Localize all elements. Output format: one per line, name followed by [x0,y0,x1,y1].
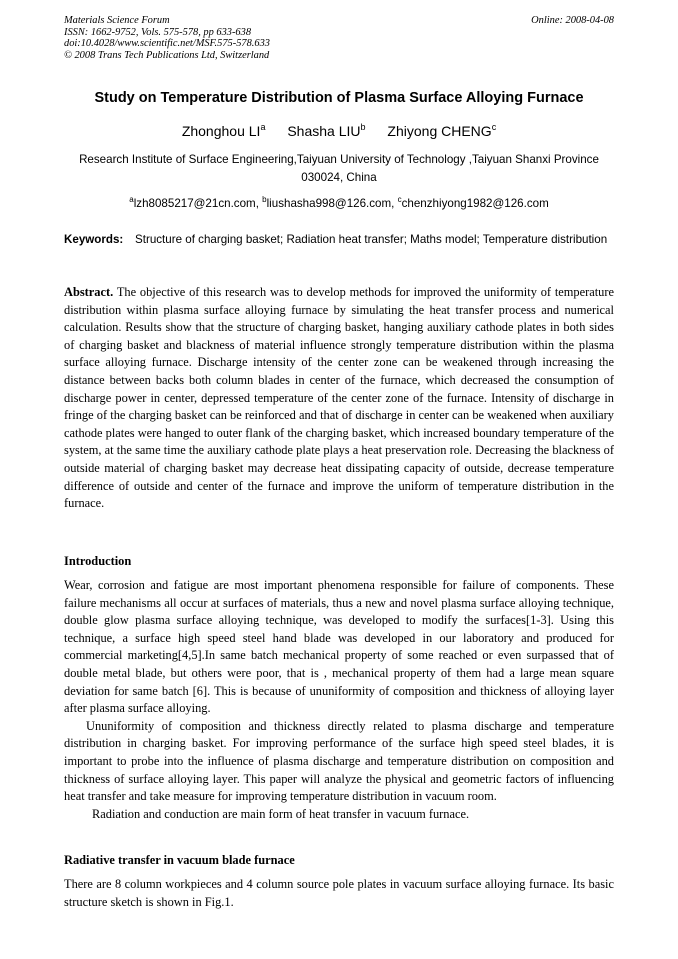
paragraph: Wear, corrosion and fatigue are most important phenomena responsible for failure of components. These failure mechanisms all occur at surfaces of materials, thus a new and novel plasma surface alloying technique, double glow plasma surface alloying technique, was developed to modify the surfaces[1-3]. Using this technique, a surface high speed steel hand blade was developed in our laboratory and produced for commercial marketing[4,5].In same batch mechanical property of some reached or even surpassed that of double metal blade, but others were poor, that is , mechanical property of them had a large mean square deviation for same batch [6]. This is because of ununiformity of composition and thickness of alloying layer after plasma surface alloying. [64,578,614,716]
paragraph: Ununiformity of composition and thickness directly related to plasma discharge and temperature distribution in charging basket. For improving performance of the surface high speed steel blades, it is important to probe into the influence of plasma discharge and temperature distribution on composition and thickness of surface alloying layer. This paper will analyze the physical and geometric factors of influencing heat transfer and take measure for improving temperature distribution in vacuum room. [64,718,614,804]
author-name: Shasha LIU [287,123,361,139]
doi-line: doi:10.4028/www.scientific.net/MSF.575-578.633 [64,38,270,50]
radiative-body [64,876,614,911]
email-list [40,195,638,210]
email-sup: a [129,195,134,204]
journal-header [64,15,484,61]
author-name: Zhiyong CHENG [387,123,492,139]
issn-line: ISSN: 1662-9752, Vols. 575-578, pp 633-638 [64,26,252,38]
online-date: Online: 2008-04-08 [531,15,614,26]
author-sup: b [360,122,366,132]
author-sup: a [260,122,266,132]
paragraph: Radiation and conduction are main form of heat transfer in vacuum furnace. [92,806,470,821]
introduction-body [64,577,614,823]
author [182,123,266,139]
radiative-heading: Radiative transfer in vacuum blade furnace [64,853,295,867]
author [387,123,496,139]
email-sup: b [262,195,267,204]
email-address[interactable]: liushasha998@126.com, [266,197,398,210]
email-address[interactable]: chenzhiyong1982@126.com [401,197,549,210]
paragraph: There are 8 column workpieces and 4 column source pole plates in vacuum surface alloying furnace. Its basic structure sketch is shown in Fig.1. [64,877,614,909]
keywords-block [64,231,614,248]
abstract-text: The objective of this research was to develop methods for improved the uniformity of temperature distribution within plasma surface alloying furnace by simulating the heat transfer process and numerical calculation. Results show that the structure of charging basket, hanging auxiliary cathode plates in both sides of charging basket and blackness of material influence strongly temperature distribution within the plasma surface alloying furnace. Discharge intensity of the center zone can be weakened through increasing the distance between backs both column blades in center of the furnace, which decreased the consumption of discharge power in center, depressed temperature of the center zone of the furnace. Intensity of discharge in fringe of the charging basket can be reinforced and that of discharge in center can be weakened when auxiliary cathode plates were hanged to outer flank of the charging basket, which increased boundary temperature of the system, at the same time the auxiliary cathode plate plays a heat preservation role. Decreasing the blackness of outside material of charging basket may decrease heat dissipating capacity of outside, decrease temperature difference of outside and center of the furnace and improve the uniform of temperature distribution in the furnace. [64,285,614,511]
introduction-heading: Introduction [64,554,132,568]
author [287,123,365,139]
author-name: Zhonghou LI [181,123,261,139]
keywords-label: Keywords: [64,233,124,246]
email-sup: c [397,195,402,204]
author-list [40,122,638,139]
journal-name: Materials Science Forum [64,15,170,26]
email-address[interactable]: lzh8085217@21cn.com, [133,197,263,210]
copyright-line: © 2008 Trans Tech Publications Ltd, Switzerland [64,49,270,61]
paper-title: Study on Temperature Distribution of Plasma Surface Alloying Furnace [94,90,584,106]
author-sup: c [491,122,497,132]
abstract-label: Abstract. [64,285,114,299]
keywords-text: Structure of charging basket; Radiation heat transfer; Maths model; Temperature distribution [135,233,608,246]
affiliation: Research Institute of Surface Engineering,Taiyuan University of Technology ,Taiyuan Shanxi Province 030024, China [79,153,599,184]
abstract [64,284,614,513]
